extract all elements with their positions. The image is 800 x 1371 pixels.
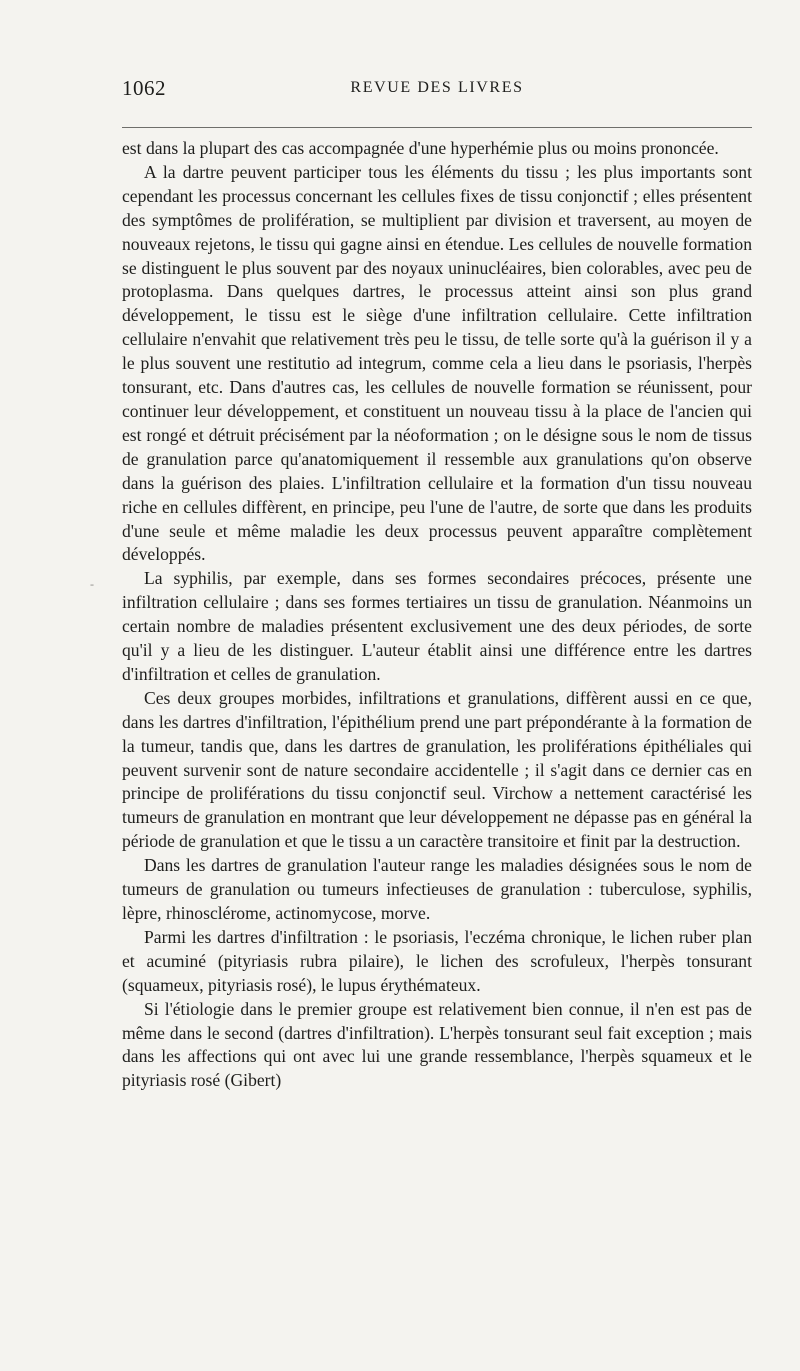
paragraph: Si l'étiologie dans le premier groupe est relativement bien connue, il n'en est pas de même dans le second (dartres d'infiltration). L'herpès tonsurant seul fait exception ; mais dans les affections qui ont avec lui une grande ressemblance, l'herpès squameux et le pityriasis rosé (Gibert) [122,998,752,1091]
header-rule [122,127,752,128]
running-title: REVUE DES LIVRES [350,79,524,96]
body-text [122,137,752,1093]
paragraph: Ces deux groupes morbides, infiltrations et granulations, diffèrent aussi en ce que, dans les dartres d'infiltration, l'épithélium prend une part prépondérante à la formation de la tumeur, tandis que, dans les dartres de granulation, les proliférations épithéliales qui peuvent survenir sont de nature secondaire accidentelle ; il s'agit dans ce dernier cas en principe de proliférations du tissu conjonctif seul. Virchow a nettement caractérisé les tumeurs de granulation en montrant que leur développement ne dépasse pas en général la période de granulation et que le tissu a un caractère transitoire et finit par la destruction. [122,687,752,852]
paragraph: Dans les dartres de granulation l'auteur range les maladies désignées sous le nom de tumeurs de granulation ou tumeurs infectieuses de granulation : tuberculose, syphilis, lèpre, rhinosclérome, actinomycose, morve. [122,855,752,923]
paragraph: A la dartre peuvent participer tous les éléments du tissu ; les plus importants sont cependant les processus concernant les cellules fixes de tissu conjonctif ; elles présentent des symptômes de prolifération, se multiplient par division et traversent, au moyen de nouveaux rejetons, le tissu qui gagne ainsi en étendue. Les cellules de nouvelle formation se distinguent le plus souvent par des noyaux uninucléaires, bien colorables, avec peu de protoplasma. Dans quelques dartres, le processus atteint ainsi son plus grand développement, le tissu est le siège d'une infiltration cellulaire. Cette infiltration cellulaire n'envahit que relativement très peu le tissu, de telle sorte qu'à la guérison il y a le plus souvent une restitutio ad integrum, comme cela a lieu dans le psoriasis, l'herpès tonsurant, etc. Dans d'autres cas, les cellules de nouvelle formation se réunissent, pour continuer leur développement, et constituent un nouveau tissu à la place de l'ancien qui est rongé et détruit précisément par la néoformation ; on le désigne sous le nom de tissus de granulation parce qu'anatomiquement il ressemble aux granulations qu'on observe dans la guérison des plaies. L'infiltration cellulaire et la formation d'un tissu nouveau riche en cellules diffèrent, en principe, peu l'une de l'autre, de sorte que dans les produits d'une seule et même maladie les deux processus peuvent apparaître complètement développés. [122,161,752,565]
margin-mark: - [90,577,94,591]
page-number: 1062 [122,76,166,100]
paragraph-continued: est dans la plupart des cas accompagnée d'une hyperhémie plus ou moins prononcée. [122,138,719,158]
paragraph: La syphilis, par exemple, dans ses formes secondaires précoces, présente une infiltration cellulaire ; dans ses formes tertiaires un tissu de granulation. Néanmoins un certain nombre de maladies présentent exclusivement une des deux périodes, de sorte qu'il y a lieu de les distinguer. L'auteur établit ainsi une différence entre les dartres d'infiltration et celles de granulation. [122,568,752,684]
paragraph: Parmi les dartres d'infiltration : le psoriasis, l'eczéma chronique, le lichen ruber plan et acuminé (pityriasis rubra pilaire), le lichen des scrofuleux, l'herpès tonsurant (squameux, pityriasis rosé), le lupus érythémateux. [122,926,752,995]
page-header [122,76,752,104]
